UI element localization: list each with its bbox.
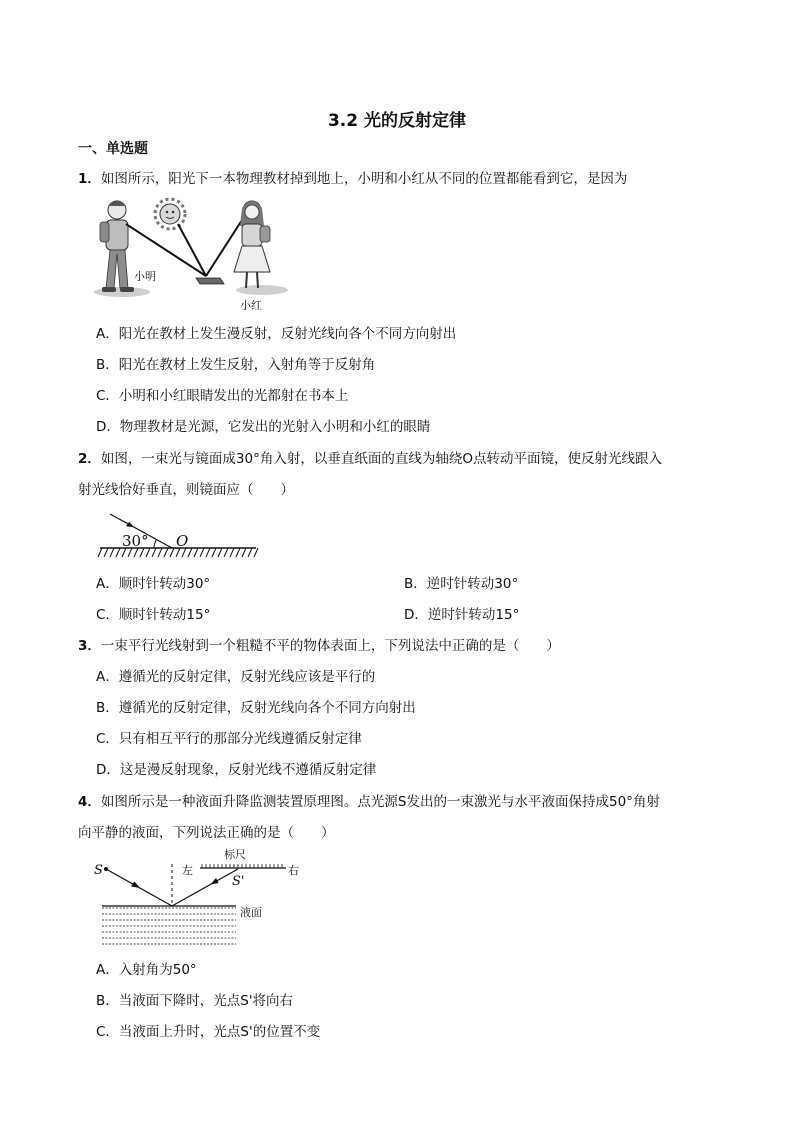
option-2d: D．逆时针转动15°	[404, 607, 520, 623]
angle-arc	[154, 540, 157, 549]
option-3a: A．遵循光的反射定律，反射光线应该是平行的	[96, 669, 376, 685]
left-label: 左	[182, 864, 193, 877]
ruler-label: 标尺	[224, 848, 246, 861]
arrow-icon	[131, 882, 140, 889]
option-1b: B．阳光在教材上发生反射，入射角等于反射角	[96, 357, 376, 373]
option-3c: C．只有相互平行的那部分光线遵循反射定律	[96, 731, 362, 747]
question-number: 1．	[78, 171, 101, 187]
question-text: 如图所示是一种液面升降监测装置原理图。点光源S发出的一束激光与水平液面保持成50°角射	[100, 794, 660, 810]
question-2	[78, 447, 662, 467]
liquid-surface	[102, 908, 236, 944]
question-number: 2．	[78, 451, 101, 467]
option-1c: C．小明和小红眼睛发出的光都射在书本上	[96, 388, 349, 404]
sun-icon	[155, 199, 185, 229]
question-text: 如图，一束光与镜面成30°角入射，以垂直纸面的直线为轴绕O点转动平面镜，使反射光线跟入	[100, 451, 662, 467]
spot-s-prime-label: S'	[232, 874, 245, 889]
question-text: 如图所示，阳光下一本物理教材掉到地上，小明和小红从不同的位置都能看到它，是因为	[100, 171, 628, 187]
liquid-label: 液面	[240, 906, 262, 919]
arrow-icon	[126, 522, 134, 528]
question-text: 一束平行光线射到一个粗糙不平的物体表面上，下列说法中正确的是（ ）	[100, 638, 560, 654]
question-4-line-2: 向平静的液面，下列说法正确的是（ ）	[78, 825, 335, 841]
source-s-label: S	[94, 863, 103, 878]
question-3	[78, 634, 560, 654]
question-number: 3．	[78, 638, 101, 654]
book-reflection-figure	[92, 192, 292, 314]
option-4b: B．当液面下降时，光点S'将向右	[96, 993, 294, 1009]
girl-figure	[234, 201, 270, 288]
option-3d: D．这是漫反射现象，反射光线不遵循反射定律	[96, 762, 377, 778]
book-icon	[196, 278, 224, 284]
arrow-icon	[210, 878, 219, 885]
boy-figure	[100, 201, 134, 292]
option-2a: A．顺时针转动30°	[96, 576, 211, 592]
question-1	[78, 167, 627, 187]
option-3b: B．遵循光的反射定律，反射光线向各个不同方向射出	[96, 700, 416, 716]
option-1d: D．物理教材是光源，它发出的光射入小明和小红的眼睛	[96, 419, 431, 435]
liquid-level-figure	[90, 844, 312, 948]
question-2-line-2: 射光线恰好垂直，则镜面应（ ）	[78, 482, 294, 498]
option-1a: A．阳光在教材上发生漫反射，反射光线向各个不同方向射出	[96, 326, 457, 342]
boy-label: 小明	[134, 270, 156, 283]
option-4a: A．入射角为50°	[96, 962, 197, 978]
option-4c: C．当液面上升时，光点S'的位置不变	[96, 1024, 321, 1040]
page-title: 3.2 光的反射定律	[327, 111, 467, 131]
question-number: 4．	[78, 794, 101, 810]
angle-label: 30°	[122, 532, 149, 550]
question-4	[78, 790, 660, 810]
point-o-label: O	[176, 532, 189, 550]
ruler-ticks	[202, 864, 282, 868]
option-2c: C．顺时针转动15°	[96, 607, 211, 623]
section-heading: 一、单选题	[78, 141, 148, 157]
option-2b: B．逆时针转动30°	[404, 576, 519, 592]
mirror-angle-figure	[96, 508, 260, 562]
right-label: 右	[288, 864, 299, 877]
girl-label: 小红	[240, 299, 262, 312]
